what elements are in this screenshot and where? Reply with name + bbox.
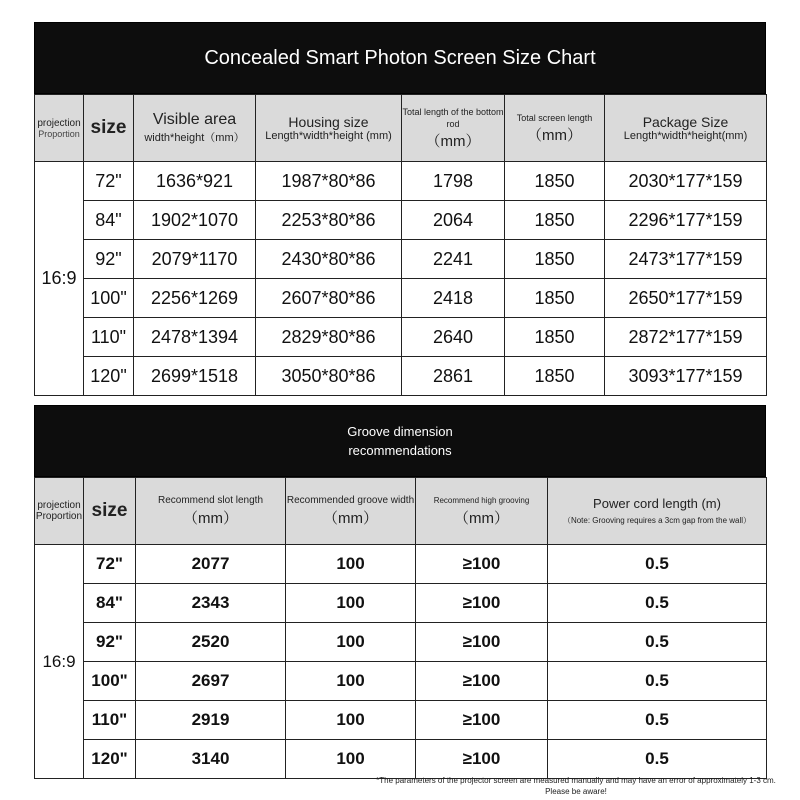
header-projection-proportion: projection Proportion [35, 478, 84, 545]
groove-width-cell: 100 [286, 701, 416, 740]
table-row [35, 623, 767, 662]
package-size-cell: 2296*177*159 [605, 201, 767, 240]
table-row [35, 279, 767, 318]
groove-header-row [35, 478, 767, 545]
housing-size-cell: 2829*80*86 [256, 318, 402, 357]
groove-title-line2: recommendations [348, 443, 452, 458]
table-row [35, 701, 767, 740]
package-size-cell: 2030*177*159 [605, 162, 767, 201]
size-cell: 120" [84, 357, 134, 396]
header-power-cord: Power cord length (m) （Note: Grooving requires a 3cm gap from the wall） [548, 478, 767, 545]
high-grooving-cell: ≥100 [416, 545, 548, 584]
size-cell: 110" [84, 701, 136, 740]
screen-length-cell: 1850 [505, 162, 605, 201]
bottom-rod-cell: 2861 [402, 357, 505, 396]
visible-area-cell: 1636*921 [134, 162, 256, 201]
table-row [35, 662, 767, 701]
groove-width-cell: 100 [286, 584, 416, 623]
size-cell: 100" [84, 279, 134, 318]
table-row [35, 584, 767, 623]
groove-width-cell: 100 [286, 662, 416, 701]
size-chart-title: Concealed Smart Photon Screen Size Chart [34, 22, 766, 94]
slot-length-cell: 2919 [136, 701, 286, 740]
power-cord-cell: 0.5 [548, 545, 767, 584]
size-cell: 92" [84, 240, 134, 279]
table-row [35, 201, 767, 240]
groove-width-cell: 100 [286, 740, 416, 779]
header-package-size: Package Size Length*width*height(mm) [605, 95, 767, 162]
table-row [35, 740, 767, 779]
housing-size-cell: 3050*80*86 [256, 357, 402, 396]
header-projection-proportion: projection Proportion [35, 95, 84, 162]
visible-area-cell: 2699*1518 [134, 357, 256, 396]
housing-size-cell: 2607*80*86 [256, 279, 402, 318]
size-cell: 92" [84, 623, 136, 662]
bottom-rod-cell: 2241 [402, 240, 505, 279]
power-cord-cell: 0.5 [548, 662, 767, 701]
bottom-rod-cell: 2418 [402, 279, 505, 318]
high-grooving-cell: ≥100 [416, 740, 548, 779]
header-size: size [84, 95, 134, 162]
bottom-rod-cell: 2640 [402, 318, 505, 357]
package-size-cell: 3093*177*159 [605, 357, 767, 396]
bottom-rod-cell: 1798 [402, 162, 505, 201]
size-cell: 84" [84, 584, 136, 623]
table-row [35, 357, 767, 396]
package-size-cell: 2473*177*159 [605, 240, 767, 279]
ratio-cell: 16:9 [35, 162, 84, 396]
size-cell: 120" [84, 740, 136, 779]
screen-length-cell: 1850 [505, 201, 605, 240]
size-cell: 84" [84, 201, 134, 240]
size-cell: 110" [84, 318, 134, 357]
slot-length-cell: 3140 [136, 740, 286, 779]
slot-length-cell: 2343 [136, 584, 286, 623]
size-cell: 100" [84, 662, 136, 701]
header-groove-width: Recommended groove width （mm） [286, 478, 416, 545]
header-slot-length: Recommend slot length （mm） [136, 478, 286, 545]
groove-title-line1: Groove dimension [347, 424, 453, 439]
table-row [35, 318, 767, 357]
header-visible-area: Visible area width*height（mm） [134, 95, 256, 162]
screen-length-cell: 1850 [505, 240, 605, 279]
size-chart-section [34, 22, 766, 396]
footnote: *The parameters of the projector screen are measured manually and may have an error of approximately 1-3 cm. Please be aware! [376, 776, 776, 796]
visible-area-cell: 2079*1170 [134, 240, 256, 279]
size-cell: 72" [84, 545, 136, 584]
housing-size-cell: 1987*80*86 [256, 162, 402, 201]
package-size-cell: 2872*177*159 [605, 318, 767, 357]
groove-width-cell: 100 [286, 623, 416, 662]
ratio-cell: 16:9 [35, 545, 84, 779]
size-chart-table [34, 94, 767, 396]
table-row [35, 545, 767, 584]
power-cord-cell: 0.5 [548, 740, 767, 779]
high-grooving-cell: ≥100 [416, 584, 548, 623]
header-screen-length: Total screen length （mm） [505, 95, 605, 162]
package-size-cell: 2650*177*159 [605, 279, 767, 318]
visible-area-cell: 2478*1394 [134, 318, 256, 357]
header-bottom-rod: Total length of the bottom rod （mm） [402, 95, 505, 162]
groove-width-cell: 100 [286, 545, 416, 584]
size-chart-header-row [35, 95, 767, 162]
header-housing-size: Housing size Length*width*height (mm) [256, 95, 402, 162]
slot-length-cell: 2077 [136, 545, 286, 584]
slot-length-cell: 2520 [136, 623, 286, 662]
high-grooving-cell: ≥100 [416, 701, 548, 740]
header-size: size [84, 478, 136, 545]
table-row [35, 240, 767, 279]
groove-table [34, 477, 767, 779]
visible-area-cell: 1902*1070 [134, 201, 256, 240]
bottom-rod-cell: 2064 [402, 201, 505, 240]
groove-title [34, 405, 766, 477]
size-cell: 72" [84, 162, 134, 201]
high-grooving-cell: ≥100 [416, 662, 548, 701]
screen-length-cell: 1850 [505, 357, 605, 396]
groove-section [34, 405, 766, 779]
power-cord-cell: 0.5 [548, 701, 767, 740]
housing-size-cell: 2253*80*86 [256, 201, 402, 240]
screen-length-cell: 1850 [505, 318, 605, 357]
power-cord-cell: 0.5 [548, 623, 767, 662]
screen-length-cell: 1850 [505, 279, 605, 318]
housing-size-cell: 2430*80*86 [256, 240, 402, 279]
power-cord-cell: 0.5 [548, 584, 767, 623]
visible-area-cell: 2256*1269 [134, 279, 256, 318]
header-high-grooving: Recommend high grooving （mm） [416, 478, 548, 545]
table-row [35, 162, 767, 201]
high-grooving-cell: ≥100 [416, 623, 548, 662]
slot-length-cell: 2697 [136, 662, 286, 701]
